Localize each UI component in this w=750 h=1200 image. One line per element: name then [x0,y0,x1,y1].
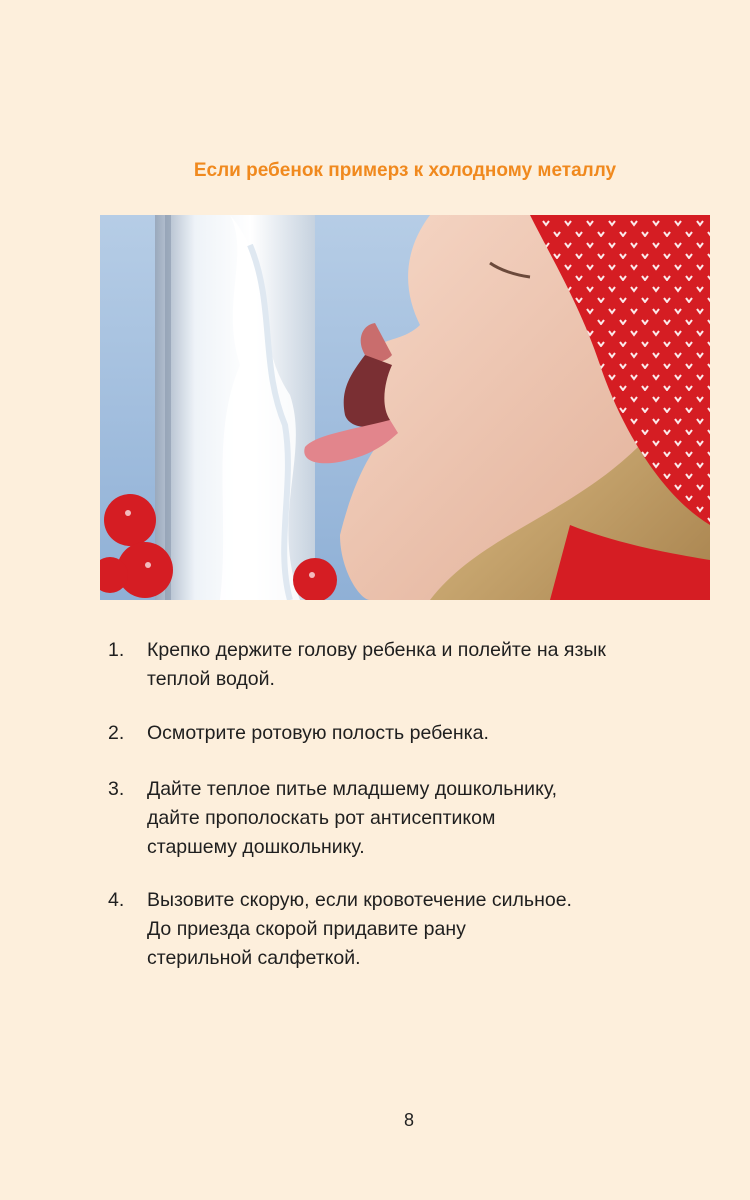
step-item [108,636,688,694]
step-item [108,775,688,862]
step-item [108,886,688,973]
step-text: Вызовите скорую, если кровотечение сильное. До приезда скорой придавите рану стерильной салфеткой. [147,889,572,969]
step-number: 2. [108,722,125,744]
page-number: 8 [403,1110,414,1130]
child-tongue-frozen-pole-photo [100,215,710,600]
step-item [108,719,688,748]
section-title: Если ребенок примерз к холодному металлу [193,160,617,181]
step-number: 1. [108,639,125,661]
step-text: Дайте теплое питье младшему дошкольнику, дайте прополоскать рот антисептиком старшему дошкольнику. [147,778,558,858]
step-text: Осмотрите ротовую полость ребенка. [147,722,489,744]
step-number: 3. [108,778,125,800]
step-text: Крепко держите голову ребенка и полейте на язык теплой водой. [147,639,606,690]
step-number: 4. [108,889,125,911]
